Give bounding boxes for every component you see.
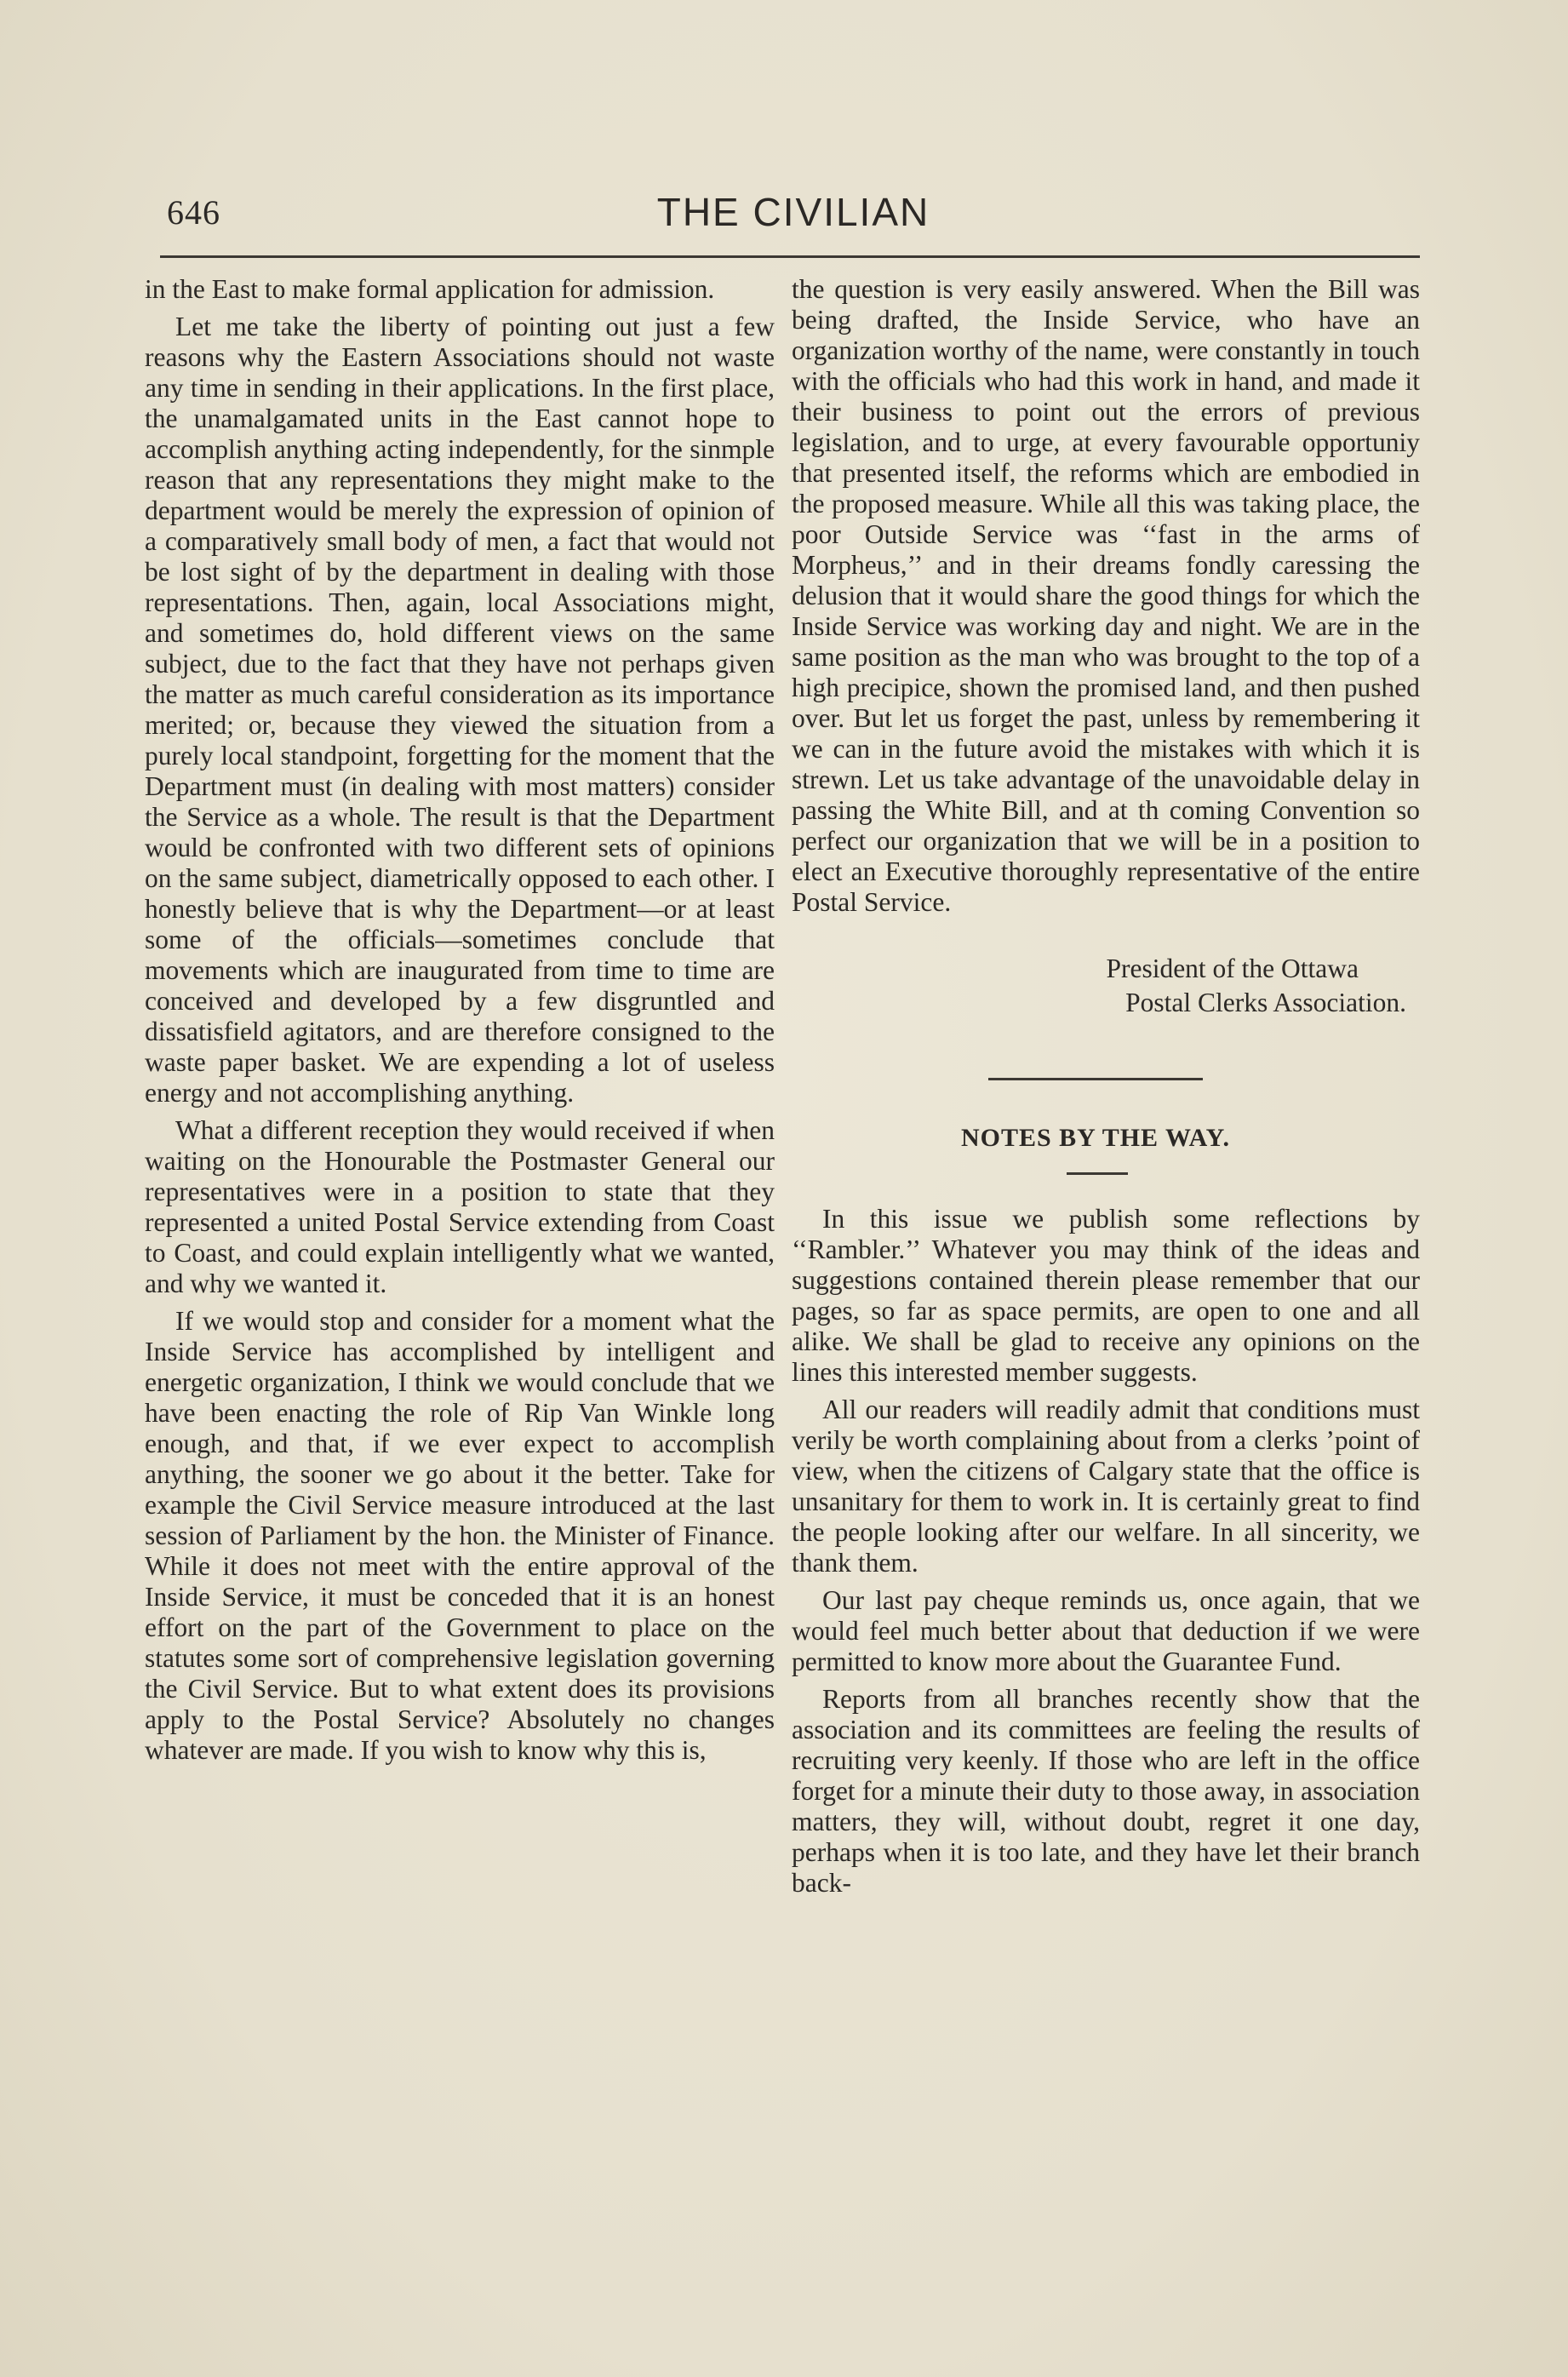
header-rule — [160, 255, 1420, 258]
heading-rule — [1067, 1172, 1128, 1175]
running-title: THE CIVILIAN — [656, 190, 930, 234]
signature-line: President of the Ottawa — [1106, 954, 1359, 983]
page-header — [167, 189, 1420, 240]
paragraph: in the East to make formal application for admission. — [145, 274, 715, 304]
left-column — [145, 274, 775, 1773]
right-column — [792, 274, 1420, 1905]
page-number: 646 — [167, 193, 220, 232]
paragraph: In this issue we publish some reflections by ‘‘Rambler.’’ Whatever you may think of the ideas and suggestions contained therein please remember that our pages, so far as space permits, are open to one and all alike. We shall be glad to receive any opinions on the lines this interested member suggests. — [792, 1204, 1420, 1387]
paragraph: Our last pay cheque reminds us, once again, that we would feel much better about that deduction if we were permitted to know more about the Guarantee Fund. — [792, 1585, 1420, 1676]
paragraph: Reports from all branches recently show that the association and its committees are feeling the results of recruiting very keenly. If those who are left in the office forget for a minute their duty to those away, in association matters, they will, without doubt, regret it one day, perhaps when it is too late, and they have let their branch back- — [792, 1684, 1420, 1898]
paragraph: Let me take the liberty of pointing out just a few reasons why the Eastern Associations should not waste any time in sending in their applications. In the first place, the unamalgamated units in the East cannot hope to accomplish anything acting independently, for the sinmple reason that any representations they might make to the department would be merely the expression of opinion of a comparatively small body of men, a fact that would not be lost sight of by the department in dealing with those representations. Then, again, local Associations might, and sometimes do, hold different views on the same subject, due to the fact that they have not perhaps given the matter as much careful consideration as its importance merited; or, because they viewed the situation from a purely local standpoint, forgetting for the moment that the Department must (in dealing with most matters) consider the Service as a whole. The result is that the Department would be confronted with two different sets of opinions on the same subject, diametrically opposed to each other. I honestly believe that is why the Department—or at least some of the officials—sometimes conclude that movements which are inaugurated from time to time are conceived and developed by a few disgruntled and dissatisfield agitators, and are therefore consigned to the waste paper basket. We are expending a lot of useless energy and not accomplishing anything. — [145, 312, 775, 1108]
section-separator — [988, 1078, 1203, 1080]
paragraph: If we would stop and consider for a moment what the Inside Service has accomplished by intelligent and energetic organization, I think we would conclude that we have been enacting the role of Rip Van Winkle long enough, and that, if we ever expect to accomplish anything, the sooner we go about it the better. Take for example the Civil Service measure introduced at the last session of Parliament by the hon. the Minister of Finance. While it does not meet with the entire approval of the Inside Service, it must be conceded that it is an honest effort on the part of the Government to place on the statutes some sort of comprehensive legislation governing the Civil Service. But to what extent does its provisions apply to the Postal Service? Absolutely no changes whatever are made. If you wish to know why this is, — [145, 1306, 775, 1765]
paragraph: What a different reception they would received if when waiting on the Honourable the Postmaster General our representatives were in a position to state that they represented a united Postal Service extending from Coast to Coast, and could explain intelligently what we wanted, and why we wanted it. — [145, 1115, 775, 1298]
signature-line: Postal Clerks Association. — [1125, 988, 1406, 1017]
section-heading: NOTES BY THE WAY. — [960, 1124, 1231, 1152]
signature-block — [792, 952, 1420, 1020]
paragraph: the question is very easily answered. When the Bill was being drafted, the Inside Service, who have an organization worthy of the name, were constantly in touch with the officials who had this work in hand, and made it their business to point out the errors of previous legislation, and to urge, at every favourable opportuniy that presented itself, the reforms which are embodied in the proposed measure. While all this was taking place, the poor Outside Service was ‘‘fast in the arms of Morpheus,’’ and in their dreams fondly caressing the delusion that it would share the good things for which the Inside Service was working day and night. We are in the same position as the man who was brought to the top of a high precipice, shown the promised land, and then pushed over. But let us forget the past, unless by remembering it we can in the future avoid the mistakes with which it is strewn. Let us take advantage of the unavoidable delay in passing the White Bill, and at th coming Convention so perfect our organization that we will be in a position to elect an Executive thoroughly representative of the entire Postal Service. — [792, 274, 1420, 917]
paragraph: All our readers will readily admit that conditions must verily be worth complaining about from a clerks ’point of view, when the citizens of Calgary state that the office is unsanitary for them to work in. It is certainly great to find the people looking after our welfare. In all sincerity, we thank them. — [792, 1395, 1420, 1578]
